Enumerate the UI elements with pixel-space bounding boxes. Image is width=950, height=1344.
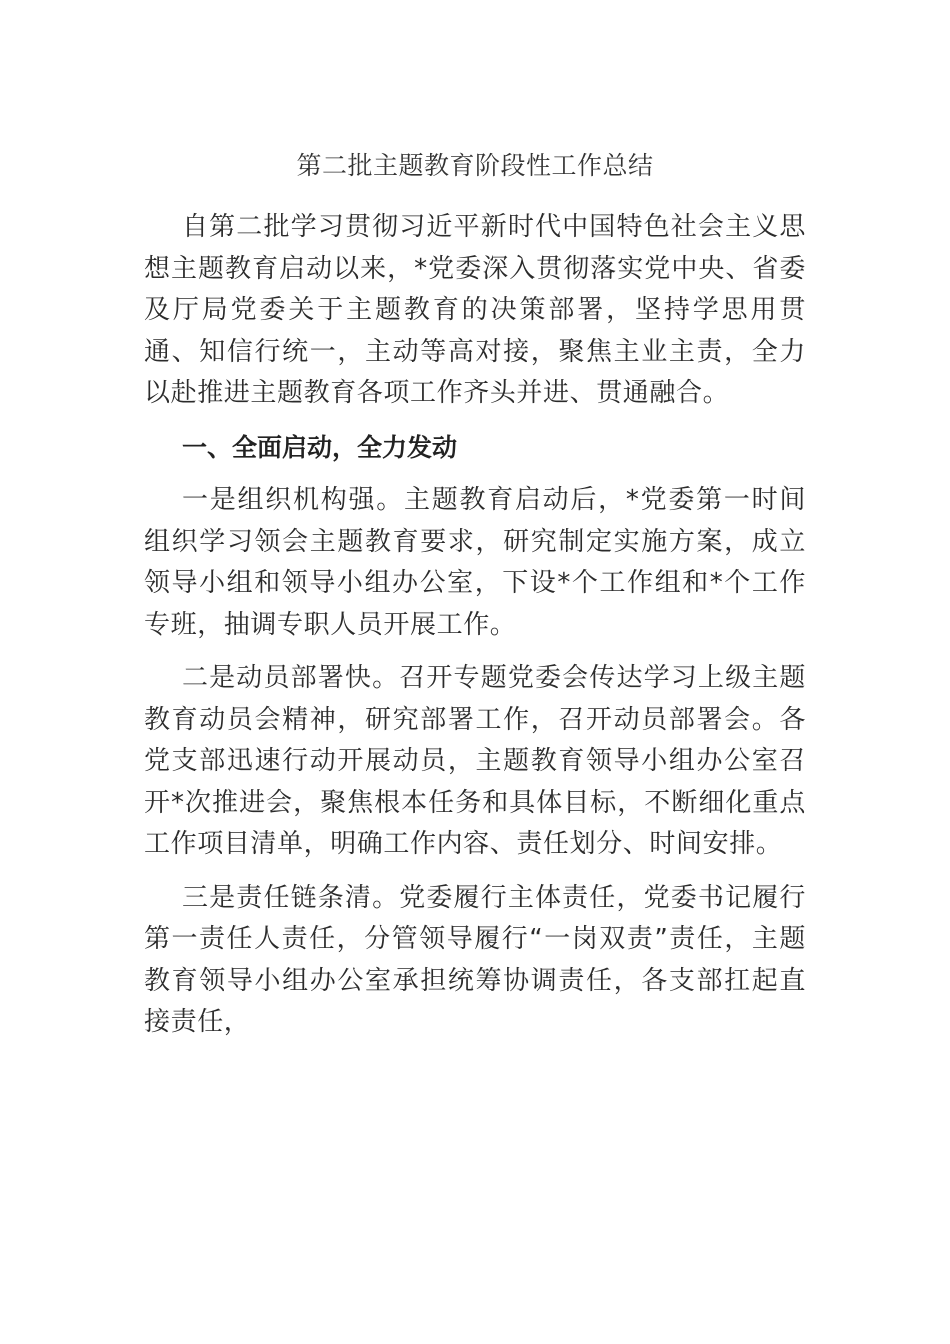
document-title: 第二批主题教育阶段性工作总结 [296, 151, 654, 180]
paragraph-mobilization: 二是动员部署快。召开专题党委会传达学习上级主题教育动员会精神，研究部署工作，召开动员部署会。各党支部迅速行动开展动员，主题教育领导小组办公室召开*次推进会，聚焦根本任务和具体目标，不断细化重点工作项目清单，明确工作内容、责任划分、时间安排。 [144, 663, 806, 859]
section-heading: 一、全面启动，全力发动 [182, 432, 458, 462]
intro-paragraph: 自第二批学习贯彻习近平新时代中国特色社会主义思想主题教育启动以来，*党委深入贯彻落实党中央、省委及厅局党委关于主题教育的决策部署，坚持学思用贯通、知信行统一，主动等高对接，聚焦主业主责，全力以赴推进主题教育各项工作齐头并进、贯通融合。 [144, 212, 806, 408]
paragraph-responsibility: 三是责任链条清。党委履行主体责任，党委书记履行第一责任人责任，分管领导履行“一岗双责”责任，主题教育领导小组办公室承担统筹协调责任，各支部扛起直接责任， [144, 882, 806, 1037]
document-body [144, 207, 806, 1056]
paragraph-organization: 一是组织机构强。主题教育启动后，*党委第一时间组织学习领会主题教育要求，研究制定实施方案，成立领导小组和领导小组办公室，下设*个工作组和*个工作专班，抽调专职人员开展工作。 [144, 485, 806, 640]
